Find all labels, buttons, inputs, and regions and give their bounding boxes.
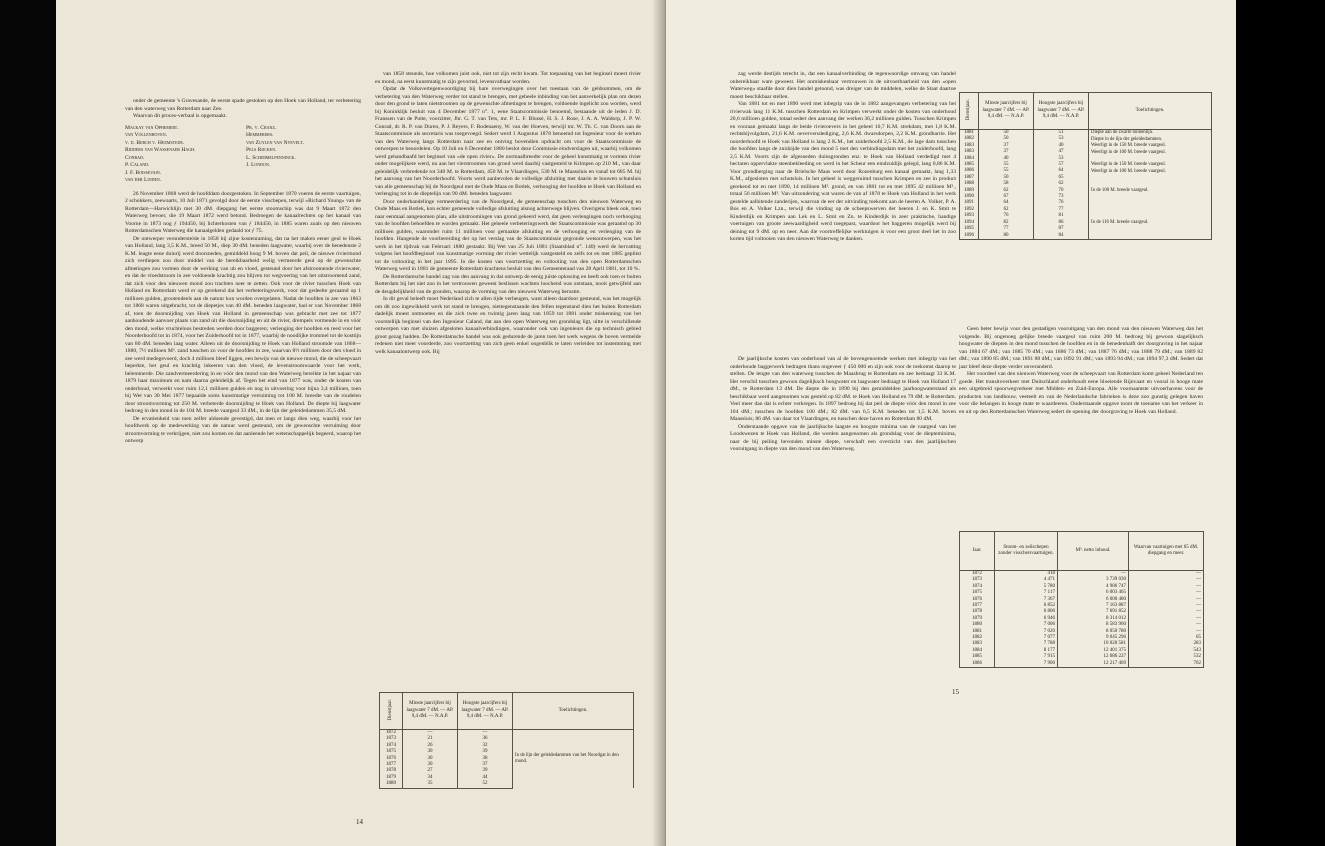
table-cell: 80 [979,233,1034,240]
table-cell: 1881 [960,130,979,137]
page-number: 15 [952,688,959,696]
table-cell: 12 086 227 [1058,654,1129,660]
table-cell: 7 020 [995,629,1058,635]
table-cell: 1880 [380,781,403,788]
signatory-name: Pr. v. Cranz. [246,124,277,131]
table-cell: — [458,730,513,737]
signatory-name: Ridders van Wassenaer Hagh. [125,147,196,153]
body-paragraph: Opdat de Volksvertegenwoordiging bij hare overwegingen over het toestaan van de geldsommen, om de verbetering van den Waterweg verder tot stand te brengen, met geheele inbinding van het aanverkelijk plan om dezen door den grond te laten nietstroomen op de gewenschte afmetingen te brengen, voldoende ingelicht zou worden, werd bij Koninklijk besluit van 4 December 1877 n°. 1, eene Staatscommissie benoemd, bestaande uit de leden J. D. Franssen van de Putte, voorzitter, Jhr. G. T. van Tets, mr. P. L. F. Blussé, H. S. J. Rose, J. A. A. Waldorp, J. P. W. Conrad, dr. R. P. van Duren, P. J. Reyers, F. Rodenaeny, W. van der Hoeven, terwijl mr. W. Th. C. van Doorn aan de Staatscommissie als secretaris was toegevoegd. Sedert werd 1 Augustus 1878 benoemd tot Ingenieur voor de werken van den Waterweg langs Rotterdam naar zee en ontving bovendien opdracht om voor de Staatscommissie de ontwerpen te beoordelen. Op 10 Juli en 6 December 1880 beslot deze Commissie eindverslagen uit, waarbij volkomen werd gehandhaafd het beginsel van «de open rivier». De normaalbreedte voor de geheel kunstmatig te vormen rivier onder mogelijkere werd, nu aan het vierstroomen van grond werd daarbij vastgesteld te Krimpen op 210 M., van daar geleidelijk verbredende tot 340 M. te Rotterdam, 450 M. te Vlaardingen, 530 M. te Maassluis en vanaf tot 685 M. bij het aanvang van het Noorderhoofd. Voorts werd aanbevolen de volledige afsluiting met daarin te bouwen schutsluis van alle gemeenschap bij de Noordgeul met de Oude Maas en Botlek, verhooging der hoofden te Hoek van Holland en verlenging tot in de dieptelijn van 90 dM. beneden laagwater. [375,86,641,197]
table-cell: 30 [403,762,458,768]
table-cell: 1883 [960,641,995,647]
table-cell: Weerligt in de 100 M. breede vaargeul. [1089,168,1212,174]
table-cell: 39 [458,749,513,755]
table-cell: 51 [1034,130,1089,137]
table-cell: 1875 [380,749,403,755]
table-cell: Weerligt in de 150 M. breede vaargeul. [1089,162,1212,168]
signatory-name: van Vollenhoven. [125,132,167,138]
table-cell: 21 [403,736,458,742]
signatory-name: van der Linden. [125,177,162,183]
table-cell: Weerligt in de 150 M. breede vaargeul. [1089,143,1212,149]
table-cell: 64 [1034,168,1089,174]
signatory-name: Hemmerers. [246,132,274,138]
signatory-name [246,177,361,185]
scan-background-left [0,0,56,846]
table-cell: 1873 [380,736,403,742]
table-cell: 6 852 [995,603,1058,609]
table-cell: 53 [1034,136,1089,142]
table-cell: 32 [458,743,513,749]
table-cell: 50 [979,136,1034,142]
table-header: Minste jaarcijfers bij laagwater 7 dM. — AP. 9,4 dM. — N.A.P. [403,693,458,730]
table-cell: 1896 [960,233,979,240]
table-cell: 543 [1129,648,1204,654]
table-cell: 8 314 012 [1058,616,1129,622]
table-header: Waarvan vaartuigen met 65 dM. diepgang en meer. [1129,532,1204,571]
table-cell: 7 117 [995,590,1058,596]
table-cell: 62 [979,188,1034,194]
body-paragraph: Door onderhandelinge vermeerdering van de Noordgeul, de gemeenschap tusschen den nieuwen Waterweg en Oude Maas en Botlek, kon echter gemeende volledige afsluiting alsnog achterwege blijven. Overigens bleek ook, toen naar eenmaal aangenomen plan, alle uitstroomingen van grond gekeerd werd, dat geen verlengingen noch verhooging van de hoofden behoefden te worden gemaakt. Het geheele verbeteringswerk der Staatscommissie was geraamd op 30 millioen gulden, waaronder ruim 11 millioen voor gemaakte afsluiting en de verhooging en verlenging van de hoofden. Hangende de voorbereiding der op het verslag van de Staatscommissie gegronde wetsontwerpen, was het werk in het tijdvak van Februari 1880 gestaakt. Bij Wet van 25 Juli 1881 (Staatsblad n°. 140) werd de hervatting volgens het hoofdbeginsel van kunstmatige vorming der rivier wettelijk vastgesteld en zelfs tot en met 1885 geplitst tot de voltooiing in het jaar 1895. In die kosten van voortzetting en voltooiing van den open Rotterdamschen Waterweg werd in 1881 de gemeente Rotterdam krachtens besluit van den Gemeenteraad van 28 April 1881, tot 10 %. [375,198,641,272]
table-cell: 7 788 [995,641,1058,647]
table-cell: 53 [1034,156,1089,162]
table-cell: 1890 [960,194,979,200]
table-cell: 30 [403,756,458,762]
table-cell: 1876 [380,756,403,762]
table-cell: 418 [995,571,1058,578]
table-cell: In de 100 M. breede vaargeul. [1089,188,1212,194]
intro-paragraph: onder de gemeente 's Gravesande, de eerste spade gestoken op den Hoek van Holland, ter verbetering van den waterweg van Rotterdam naar Zee. [125,98,361,112]
depth-table [379,692,634,789]
table-cell: 1880 [960,622,995,628]
table-cell: 1893 [960,213,979,219]
table-cell: — [1129,609,1204,615]
table-cell: 1872 [380,730,403,737]
body-paragraph: Van 1881 tot en met 1890 werd met inbegrip van de in 1882 aangevangen verbetering van het rivierwak lang 11 K.M. tusschen Rotterdam en Krimpen verwerkt onder de kosten van onderhoud 20,6 millioen gulden, totaal sedert den aanvang der werken 36,2 millioen gulden. Tusschen Krimpen en vooraan gemaakt langs de beide rivieroevers in het geheel 10,7 K.M. strekdam, met 1,8 K.M. rechtsbijvulgdam, 21,6 K.M. oeverversdediging, 2,6 K.M. dwarsdorpen, 2,2 K.M. grondbarrie. Het noorderhoofd te Hoek van Holland is lang 2 K.M., het zuiderhoofd 2,5 K.M., de lage dam tusschen die hoofden langs de zuidzijde van den mond 5 met den verbindingsdam met het zuiderhoofd, lang 2,5 K.M. Voorts zijn de afgesneden duinsgronden enz. te Hoek van Holland verdedigd met 4 hectaren oppervlakte steenbekleeding en werd in het Scheur een eindzuidijk gelegd, lang 0,86 K.M. Voor grondberging naar de Brielsche Maas werd door Rozenburg een kanaal gemaakt, lang 1,33 K.M., afgesloten met schutsluis. In het geheel is weggeruimd tusschen Krimpen en zee in product gerekend tot en met 1890, 14 millioen M³. grond, en van 1881 tot en met 1895 42 millioen M³., totaal 56 millioen M³. Van uitzondering wat waren de van af 1878 te Hoek van Holland in het werk gestelde aalhitende zanderijen, waarvan de eer der uitvinding toekomt aan de heeren A. Volker, P. A. Bos en A. Volker Lzn., terwijl die vinding op de scheepswerven der heeren J. en K. Smit te Kinderdijk en Krimpen aan Lek en L. Smit en Zn. te Kinderdijk in zeer praktische, handige voertuigen van groote zeewaardigheid werd toegepast, waardoor het baggeren mogelijk werd bij deining tot 9 dM. op en neer. Aan die voortreffelijke werktuigen is voor een groot deel het in zoo korten tijd voltooien van den nieuwen Waterweg te danken. [730,101,956,242]
table-cell: 1873 [960,577,995,583]
table-cell: 27 [403,768,458,774]
table-cell: 6 000 480 [1058,597,1129,603]
table-cell: 1874 [960,584,995,590]
table-cell: — [1129,577,1204,583]
table-cell: 7 915 [995,654,1058,660]
table-cell: 1894 [960,220,979,226]
table-cell: 1888 [960,181,979,187]
table-cell: 39 [458,768,513,774]
table-header: Minste jaarcijfers bij laagwater 7 dM. — AP. 9,4 dM. — N.A.P. [979,93,1034,130]
table-cell: Diepte in de lijn der geleidedammen. [1089,136,1212,142]
table-cell: 34 [403,775,458,781]
table-cell: 1879 [960,616,995,622]
table-cell: 76 [979,213,1034,219]
body-paragraph: De jaarlijksche kosten van onderhoud van al de bovengenoemde werken met inbegrip van het onderhoude baggerwerk bedragen thans ongeveer ƒ 450 000 en zijn ook voor de toekomst daarop te stellen. De lengte van den waterweg tusschen de Maasbrug te Rotterdam en zee bedraagt 33 K.M. Het verschil tusschen gewoon dagelijksch hoogwater en laagwater bedraagt te Hoek van Holland 17 dM., te Rotterdam 13 dM. De diepte die in 1890 bij den gemiddelden jaarhoogwaterstand als beschikbaar werd aangenomen was gesteld op 82 dM. te Hoek van Holland en 79 dM. te Rotterdam. Veel meer dan dat is echter verkregen. In 1897 bedroeg bij dat peil de diepte vóór den mond in zee 104 dM.; tusschen de hoofden 100 dM.; 82 dM. van 6,5 K.M. beneden tot 1,5 K.M. boven Maassluis; 86 dM. van daar tot Vlaardingen, en tusschen deze haven en Rotterdam 80 dM. [730,356,956,422]
table-cell: 44 [458,775,513,781]
table-cell: — [1129,629,1204,635]
signatory-name: J. London. [246,162,271,168]
table-cell: 1878 [960,609,995,615]
signatory-name: P. Caland. [125,162,150,168]
table-cell: 65 [1129,635,1204,641]
table-cell: 76 [1034,200,1089,206]
table-cell: In de 116 M. breede vaargeul. [1089,220,1212,226]
table-cell: 1882 [960,136,979,142]
body-paragraph: Geen beter bewijs voor den gestadigen vooruitgang van den mond van den nieuwen Waterweg dan het volgende. Bij ongenoeg gelijke breede vaargeul van ruim 200 M. bedroeg bij gewoon slagelijksch hoogwater de diepten in den mond tusschen de hoofden en in de benedenhalft der doorgraving in het najaar van 1884 67 dM.; van 1885 70 dM.; van 1886 73 dM.; van 1887 76 dM.; van 1888 79 dM.; van 1889 82 dM.; van 1890 85 dM.; van 1891 88 dM.; van 1892 91 dM.; van 1893 94 dM.; van 1894 97,3 dM. Sedert dat jaar bleef deze diepte verder onveranderd. [959,326,1203,370]
table-row [960,233,1212,240]
body-paragraph: De ontwerper veronderstelde in 1858 bij zijne kostenraming, dat na het maken eener geul te Hoek van Holland, lang 3,5 K.M., breed 50 M., diep 30 dM. beneden laagwater, waarbij over de benedenste 2 K.M. leagte eene duinrij werd doorsneden, gemiddeld hoog 9 M. boven dat peil, de nieuwe riviermond zich verdiepen zou door middel van de bereikbaarheid welig vermeerde geul op de gewenschte afmetingen zou vormen door de werking van ub en vloed, gesteund door het afstroomende rivierwater, en dat de vloedstroom in zee voldoende krachtig zou blijven tot wegvoering van het uitstroomend zand, dat zich voor den nieuwen mond zou trachten neer te zetten. Ook voor de rivier tusschen Hoek van Holland en Rotterdam werd er op gerekend dat het verbeteringswerk, voor dat gedeelte geraamd op 1 millioen gulden, grootendeels aan de natuur kon worden overgelaten. Nadat de hoofden in zee van 1863 tot 1868 waren uitgebracht, tot de diepetjes van 40 dM. beneden laagwater, had er van November 1868 af, toen de doorsnijding van Hoek van Holland in gemeenschap was gebracht met zee tot 1877 aanhoudende aanvoer plaats van zand uit die doorsnijding en uit de rivier, drempels vormende in en vóór den mond, welke vruchteloos bestreden werden door baggeren; verlenging der hoofden en reed voor het Noorderhoofd tot in 1874, voor het Zuiderhoofd tot in 1877, waarbij de noodlijke trommel tot de kosttijn van 80 dM. beneden laag water. Alleen uit de doorsnijding te Hoek van Holland stroomde van 1868—1880, 7½ millioen M³. zand tusschen zo voor de hoofden in zee, waarvan 8½ millioen door den vloed in zee werd medegevoerd, doch 4 millioen bleef liggen, een bewijs van de nieuwe mond, die de scheepvaart beperkte, het geul en krachtig inkeeren van den vloed, de levenstroomwaarde voor het werk, belemmerde. Die zandvermeerdering in en vóór den mond van den Waterweg bereikte in het najaar van 1879 haar maximum en nam daarna geleidelijk af. Tegen het eind van 1877 was, onder de kosten van onderhoud, verwerkt voor ruim 12,1 millioen gulden en nog in uitvoering voor bijna 3,4 millioen, toen bij Wet van 30 Mei 1877 bepaalde soms kunstmatige verruiming tot 100 M. breedte van de roudelen door stroomvorming tot 250 M. verbeterde doorsnijding te Hoek van Holland. De diepte bij laagwater bedroeg in den mond in de 104 M. breede vaargeul 33 dM., in de lijn der geleidedammen 35,5 dM. [125,235,361,414]
table-cell: 58 [979,181,1034,187]
table-cell: 283 [1129,641,1204,647]
table-header: Dienstjaar. [387,698,393,721]
table-cell: 5 780 [995,584,1058,590]
table-cell: 26 [403,743,458,749]
table-cell: 64 [979,200,1034,206]
table-cell: 7 163 887 [1058,603,1129,609]
table-cell: 12 217 469 [1058,661,1129,668]
table-cell: 6 003 465 [1058,590,1129,596]
table-cell: 1891 [960,200,979,206]
signatory-name: J. F. Boissevain. [125,169,162,176]
table-cell: 1876 [960,597,995,603]
table-cell: 70 [1034,188,1089,194]
body-paragraph: Onderstaande opgave van de jaarlijksche laagste en hoogste minima van de vaargeul van het Loodswezen te Hoek van Holland, die werden aangenomen als grondslag voor de diepteminima, naar de bij peiling bevonden minste diepte, verschaft een overzicht van den jaarlijkschen vooruitgang in diepte van den mond van den Waterweg. [730,423,956,452]
table-header: Hoogste jaarcijfers bij laagwater 7 dM. — AP. 9,4 dM. — N.A.P. [458,693,513,730]
table-note: In de lijn der geleidedammen van het Noordgat in den mond. [513,730,634,789]
table-cell: 1889 [960,188,979,194]
table-cell: 52 [458,781,513,788]
table-cell: 50 [979,130,1034,137]
right-page [666,0,1236,846]
table-cell: 36 [458,736,513,742]
signatory-name: Pels Rijcken. [246,147,277,153]
table-header: Hoogste jaarcijfers bij laagwater 7 dM. — AP. 9,4 dM. — N.A.P. [1034,93,1089,130]
traffic-table [959,531,1204,668]
depth-table-1872-1880 [379,692,634,789]
table-header: Jaar. [960,532,995,571]
signatory-list [125,125,361,185]
signatory-name: van Zuylen van Nyevelt. [246,139,305,146]
body-paragraph: 26 November 1868 werd de hoofddam doorgestoken. In September 1870 voeren de eerste vaartuigen, 2 schokkers, zeewaarts, 10 Juli 1871 gevolgd door de eerste visschepen, terwijl «Richard Young» van de Rotterdam—Harwichlijn met 30 dM. diepgang het eerste stoomschip was dat 9 Maart 1872 den Waterweg bevoer, die 19 Maart 1872 werd betond. Bedroegen de kanaalrechten op het kanaal van Voorne in 1873 nog ƒ 194450, bij lichterkosten van ƒ 184450, in 1885 waren zoals op den nieuwen Rotterdamschen Waterweg die kanaalgelden gedaald tot ƒ 75. [125,190,361,234]
column-text [730,356,956,454]
body-paragraph: zag werde destijds terecht in, dat een kanaalverbinding de tegenwoordige omvang van handel onbereikbaar ware geweest. Het onmiskenbaar vertrouwen in de uitvoerbaarheid van den «open Waterweg» staafde door dien handel getoond, was dreiger van de middelen, welke de Staat daartoe moest beschikbaar stellen. [730,71,956,100]
table-cell: 37 [979,143,1034,149]
right-column-1-lower [730,356,956,454]
signatory-name [246,170,361,178]
table-cell: 81 [1034,213,1089,219]
signatory-name: L. Schimmelpenninck. [246,154,296,161]
body-paragraph: van 1858 steunde, hoe volkomen juist ook, niet tot zijn recht kwam. Tot toepassing van het beginsel moest rivier en mond, na eerst kunstmatig te zijn gevormd, levensvatbaar worden. [375,71,641,85]
table-cell: 1882 [960,635,995,641]
table-header: M³. netto inhoud. [1058,532,1129,571]
table-cell: 1895 [960,226,979,232]
intro-paragraph: Waarvan dit proces-verbaal is opgemaakt. [133,113,227,119]
table-cell: 73 [1034,194,1089,200]
table-cell: 12 401 375 [1058,648,1129,654]
table-cell: 532 [1129,654,1204,660]
table-cell: 40 [979,156,1034,162]
table-cell: 1884 [960,648,995,654]
table-cell: 1879 [380,775,403,781]
table-cell: 1872 [960,571,995,578]
table-cell: 6 800 [995,609,1058,615]
table-cell: 87 [1034,226,1089,232]
table-cell: — [403,730,458,737]
table-row [380,730,634,737]
table-cell: 7 367 [995,597,1058,603]
scan-background-right [1236,0,1325,846]
table-cell: 86 [1034,220,1089,226]
table-cell: 82 [979,220,1034,226]
table-cell: — [1129,622,1204,628]
left-page [56,0,666,846]
table-cell: 1892 [960,207,979,213]
table-cell: 1885 [960,654,995,660]
table-cell: 77 [979,226,1034,232]
signatory-name: Mackay van Ophemert. [125,124,179,131]
table-cell: 55 [979,168,1034,174]
body-paragraph: In dit geval beleeft moet Nederland zich te allen tijde verheugen, want alleen daardoor gesteund, was het mogelijk om dit zoo ingewikkeld werk tot stand te brengen, niettegenstaande den fellen tegenstand dien het buiten Rotterdam dadelijk moest ontmoeten en die zich twee en twintig jaren lang van 1859 tot 1881 onder miskenning van het voorstellijk beginsel van den Ingenieur Caland, dat aan den open Waterweg ten grondslag ligt, uitte in verschillende ontwerpen van met sluizen afgesloten kanaalverbindingen, waaronder ook van ingenieurs die op technisch gebied groot gezag hadden. De Rotterdamsche handel was ook gedurende de jaren toen het werk wegens de boven vermelde redenen niet meer voorderde, zoo voortzetting van zich geen enkel oogenblik te laten verleiden tot instemming met welk kanaalontwerp ook. Bij [375,296,641,355]
table-cell: 4 471 [995,577,1058,583]
depth-table-1881-1896 [959,92,1212,240]
table-cell: 1886 [960,168,979,174]
table-cell: 6 946 [995,616,1058,622]
table-cell: 50 [979,175,1034,181]
table-cell: — [1129,616,1204,622]
table-cell: Weerligt in de 100 M. breede vaargeul. [1089,149,1212,155]
table-cell [1089,233,1212,240]
table-cell: 7 077 [995,635,1058,641]
page-number: 14 [356,818,363,826]
table-cell: 1878 [380,768,403,774]
table-header: Stoom- en zeilschepen zonder visschersvaartuigen. [995,532,1058,571]
table-header: Toelichtingen. [513,693,634,730]
table-cell: 40 [1034,143,1089,149]
table-cell: 1886 [960,661,995,668]
table-header: Dienstjaar. [965,98,971,121]
table-cell: 702 [1129,661,1204,668]
table-cell: 30 [403,749,458,755]
table-cell: 84 [1034,233,1089,240]
column-text [730,71,956,244]
right-column-2-lower [959,326,1203,416]
table-cell: 8 050 780 [1058,629,1129,635]
table-cell: 67 [979,194,1034,200]
table-cell: — [1129,597,1204,603]
table-cell: 1881 [960,629,995,635]
table-cell: — [1129,603,1204,609]
table-cell: 1883 [960,149,979,155]
table-cell: — [1129,590,1204,596]
table-cell: Diepte aan de zwarte tonnenlijn. [1089,130,1212,137]
table-cell: 65 [1034,175,1089,181]
depth-table [959,92,1212,240]
table-cell: 35 [403,781,458,788]
table-cell: 1885 [960,162,979,168]
table-cell: 7 691 852 [1058,609,1129,615]
column-text [375,71,641,356]
traffic-table [959,531,1204,668]
table-cell: 37 [979,149,1034,155]
table-cell: 7 900 [995,661,1058,668]
table-cell: 38 [458,756,513,762]
table-cell: — [1058,571,1129,578]
column-text [125,191,361,446]
table-row [960,661,1204,668]
table-cell: 1875 [960,590,995,596]
table-header: Toelichtingen. [1089,93,1212,130]
table-cell: 1877 [380,762,403,768]
table-cell: — [1129,571,1204,578]
left-column-1 [125,98,361,446]
signatory-name: v. d. Berch v. Heemstede. [125,139,185,146]
table-cell: 9 045 296 [1058,635,1129,641]
table-cell: 7 006 [995,622,1058,628]
table-cell: 4 986 747 [1058,584,1129,590]
table-cell: 55 [979,162,1034,168]
table-cell: 1877 [960,603,995,609]
column-text [959,326,1203,416]
table-cell: 62 [1034,181,1089,187]
table-cell: 1874 [380,743,403,749]
signatory-name: Conrad. [125,154,145,161]
right-column-1 [730,71,956,244]
left-column-2 [375,71,641,356]
table-cell: 37 [458,762,513,768]
table-row [960,571,1204,578]
table-cell: 3 739 030 [1058,577,1129,583]
table-cell: 8 583 960 [1058,622,1129,628]
table-cell: 10 020 581 [1058,641,1129,647]
table-row [960,130,1212,137]
table-cell: 77 [1034,207,1089,213]
body-paragraph: Het voordeel van den nieuwen Waterweg voor de scheepvaart van Rotterdam komt geheel Nederland ten goede. Het transitoverkeer met Duitschland onderhoudt eene bloeiende Rijnvaart en vooral in hooge mate een uitgebreid spoorwegverkeer met Midden- en Zuid-Europa. Alle voornaamste uitvoerhavens voor de producten van landbouw, veeteelt en van de Nederlandsche fabrieken is deze zoo gunstig gelegen haven voor die belangen in hooge mate te waardeeren. Onderstaande opgave toont de toename van het verkeer in en uit op den Rotterdamschen Waterweg sedert de opening der doorgraving te Hoek van Holland. [959,371,1203,415]
table-cell: 1883 [960,143,979,149]
table-cell: 62 [979,207,1034,213]
table-cell: 1884 [960,156,979,162]
table-cell: 8 177 [995,648,1058,654]
table-cell: 47 [1034,149,1089,155]
body-paragraph: De Rotterdamsche handel zag van den aanvang in dat ontwerp de eenig juiste oplossing en heeft ook toen er buiten Rotterdam bij het niet zoo in het vertrouwen geweest beslissen wachten loochend was ontstaan, nooit getwijfeld aan de deugdelijkheid van de gronden, waarop de vorming van den nieuwen Waterweg berustte. [375,273,641,295]
body-paragraph: De ervatienheid van toen zelfer aldoende gevestigd, dat men er langs dien weg, waarbij voor het hoofdwerk op de medewerking van de natuur werd gesteund, om de gewenschte verruiming door stroomvorming te verkrijgen, niet zou komen en dat aanleende het wetenschappelijk begeerd, waarop het ontwerp [125,415,361,444]
table-cell: — [1129,584,1204,590]
table-cell: 1887 [960,175,979,181]
table-cell: 57 [1034,162,1089,168]
